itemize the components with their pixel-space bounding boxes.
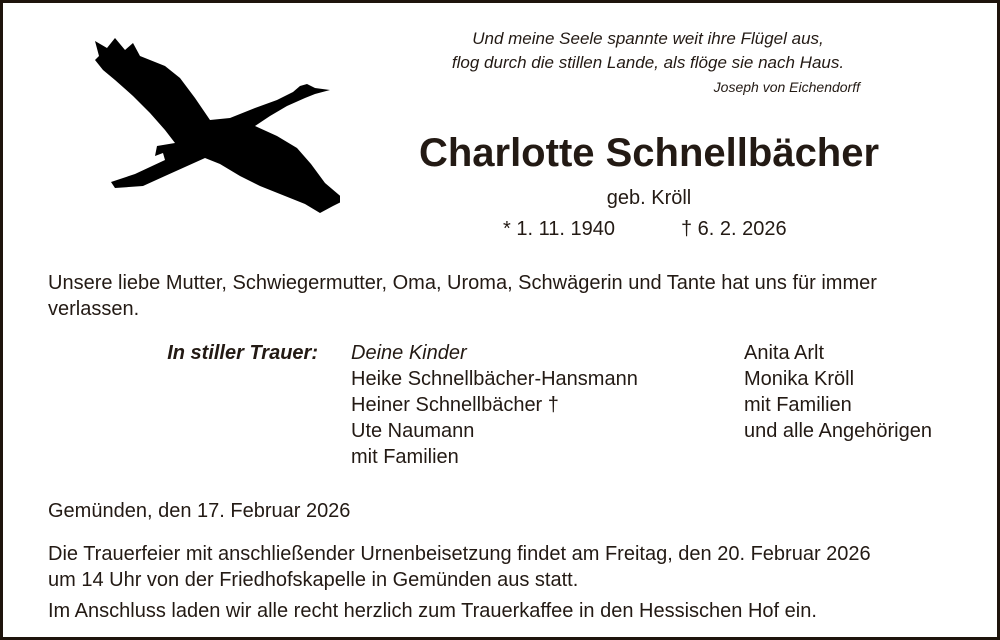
crane-icon — [75, 28, 340, 218]
mourner: Deine Kinder — [351, 342, 467, 364]
death-date: † 6. 2. 2026 — [681, 218, 787, 240]
mourner: Ute Naumann — [351, 420, 475, 442]
ceremony-line: Die Trauerfeier mit anschließender Urnenbeisetzung findet am Freitag, den 20. Februar 2026 — [48, 543, 871, 565]
intro-line: Unsere liebe Mutter, Schwiegermutter, Oma, Uroma, Schwägerin und Tante hat uns für immer — [48, 272, 877, 294]
quote-line: flog durch die stillen Lande, als flöge sie nach Haus. — [451, 53, 845, 72]
mourner: Monika Kröll — [744, 368, 855, 390]
maiden-name: geb. Kröll — [606, 187, 692, 209]
place-date: Gemünden, den 17. Februar 2026 — [48, 500, 351, 522]
mourner: und alle Angehörigen — [744, 420, 932, 442]
mourner: Heike Schnellbächer-Hansmann — [351, 368, 638, 390]
ceremony-line: um 14 Uhr von der Friedhofskapelle in Gemünden aus statt. — [48, 569, 579, 591]
mourner: mit Familien — [744, 394, 852, 416]
mourners-label: In stiller Trauer: — [167, 342, 318, 364]
coffee-invitation: Im Anschluss laden wir alle recht herzlich zum Trauerkaffee in den Hessischen Hof ein. — [48, 600, 817, 622]
intro-line: verlassen. — [48, 298, 140, 320]
birth-date: * 1. 11. 1940 — [503, 218, 615, 240]
quote-line: Und meine Seele spannte weit ihre Flügel aus, — [472, 29, 824, 48]
quote-author: Joseph von Eichendorff — [713, 79, 860, 95]
mourner: Heiner Schnellbächer † — [351, 394, 559, 416]
mourner: Anita Arlt — [744, 342, 825, 364]
deceased-name: Charlotte Schnellbächer — [418, 131, 880, 175]
mourner: mit Familien — [351, 446, 459, 468]
